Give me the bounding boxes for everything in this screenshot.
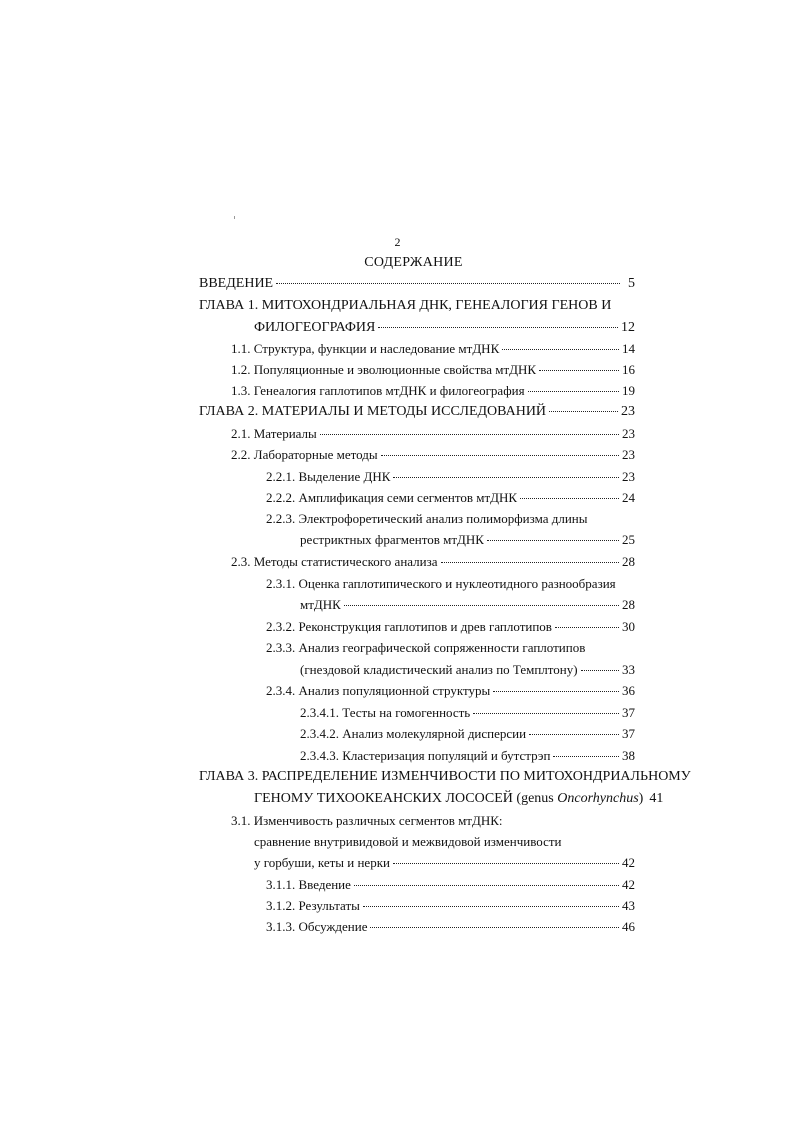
leader-dots [320, 433, 619, 435]
toc-entry-2-3-1[interactable] [300, 594, 635, 616]
toc-entry-text [254, 788, 643, 810]
toc-entry-page: 25 [622, 532, 635, 547]
page-number: 2 [394, 235, 401, 249]
toc-entry-2-3-4[interactable] [266, 680, 635, 702]
toc-entry-page: 16 [622, 362, 635, 377]
toc-entry-intro[interactable] [199, 273, 635, 295]
toc-entry-text-end: ) [638, 791, 644, 806]
toc-entry-2-2[interactable] [231, 444, 635, 466]
toc-entry-page: 5 [628, 276, 635, 291]
leader-dots [363, 905, 619, 907]
leader-dots [520, 497, 619, 499]
leader-dots [528, 390, 619, 392]
toc-entry-text: 2.2.1. Выделение ДНК [266, 469, 391, 484]
leader-dots [393, 862, 619, 864]
toc-entry-3-1-line1[interactable]: 3.1. Изменчивость различных сегментов мтДНК: [231, 813, 503, 828]
toc-entry-text: рестриктных фрагментов мтДНК [300, 532, 484, 547]
toc-entry-page: 43 [622, 898, 635, 913]
toc-entry-2-1[interactable] [231, 423, 635, 445]
leader-dots [553, 755, 619, 757]
toc-title: СОДЕРЖАНИЕ [364, 255, 463, 270]
toc-entry-chapter3-line1[interactable]: ГЛАВА 3. РАСПРЕДЕЛЕНИЕ ИЗМЕНЧИВОСТИ ПО МИТОХОНДРИАЛЬНОМУ [199, 769, 691, 784]
toc-entry-text-main: ГЕНОМУ ТИХООКЕАНСКИХ ЛОСОСЕЙ (genus [254, 791, 558, 806]
toc-entry-page: 30 [622, 619, 635, 634]
toc-entry-3-1-line2[interactable]: сравнение внутривидовой и межвидовой изменчивости [254, 834, 562, 849]
toc-entry-text: 2.3.4.1. Тесты на гомогенность [300, 705, 471, 720]
toc-entry-2-3-1-line1[interactable]: 2.3.1. Оценка гаплотипического и нуклеотидного разнообразия [266, 576, 616, 591]
toc-entry-text: 2.1. Материалы [231, 426, 317, 441]
toc-entry-page: 14 [622, 341, 635, 356]
toc-entry-page: 38 [622, 748, 635, 763]
toc-entry-text: 2.3.2. Реконструкция гаплотипов и древ гаплотипов [266, 619, 552, 634]
leader-dots [539, 369, 619, 371]
toc-entry-page: 24 [622, 490, 635, 505]
toc-entry-text: 2.2.2. Амплификация семи сегментов мтДНК [266, 490, 518, 505]
toc-entry-chapter3[interactable] [254, 788, 664, 810]
toc-entry-chapter1[interactable] [254, 317, 635, 339]
toc-entry-page: 23 [621, 404, 635, 419]
leader-dots [344, 604, 619, 606]
toc-entry-3-1-3[interactable] [266, 916, 635, 938]
toc-entry-page: 28 [622, 554, 635, 569]
toc-entry-2-2-2[interactable] [266, 487, 635, 509]
toc-entry-page: 23 [622, 469, 635, 484]
toc-entry-page: 33 [622, 662, 635, 677]
leader-dots [370, 926, 619, 928]
toc-entry-2-3-4-1[interactable] [300, 702, 635, 724]
toc-entry-text: 3.1.3. Обсуждение [266, 919, 368, 934]
toc-entry-page: 42 [622, 877, 635, 892]
toc-entry-page: 41 [649, 791, 664, 806]
toc-entry-2-2-1[interactable] [266, 466, 635, 488]
toc-entry-2-3[interactable] [231, 551, 635, 573]
toc-entry-text: 1.3. Генеалогия гаплотипов мтДНК и филогеография [231, 383, 525, 398]
leader-dots [381, 454, 619, 456]
toc-entry-page: 12 [621, 320, 635, 335]
toc-entry-chapter1-line1[interactable]: ГЛАВА 1. МИТОХОНДРИАЛЬНАЯ ДНК, ГЕНЕАЛОГИЯ ГЕНОВ И [199, 298, 612, 313]
toc-entry-text: 3.1.2. Результаты [266, 898, 360, 913]
leader-dots [555, 626, 619, 628]
toc-entry-2-2-3-line1[interactable]: 2.2.3. Электрофоретический анализ полиморфизма длины [266, 511, 588, 526]
toc-entry-1-3[interactable] [231, 380, 635, 402]
toc-entry-text: 3.1.1. Введение [266, 877, 351, 892]
toc-entry-chapter2[interactable] [199, 401, 635, 423]
scan-speck [234, 216, 235, 219]
toc-entry-2-2-3[interactable] [300, 529, 635, 551]
toc-entry-page: 36 [622, 683, 635, 698]
leader-dots [276, 282, 620, 284]
leader-dots [393, 476, 619, 478]
toc-entry-text: 2.2. Лабораторные методы [231, 447, 378, 462]
toc-entry-3-1-2[interactable] [266, 895, 635, 917]
toc-entry-text: ГЛАВА 2. МАТЕРИАЛЫ И МЕТОДЫ ИССЛЕДОВАНИЙ [199, 404, 547, 419]
toc-entry-text: 2.3.4. Анализ популяционной структуры [266, 683, 491, 698]
toc-entry-2-3-4-2[interactable] [300, 723, 635, 745]
leader-dots [441, 561, 619, 563]
toc-entry-1-2[interactable] [231, 359, 635, 381]
toc-entry-2-3-2[interactable] [266, 616, 635, 638]
toc-entry-text: ФИЛОГЕОГРАФИЯ [254, 320, 376, 335]
genus-italic: Oncorhynchus [557, 791, 639, 806]
toc-entry-3-1[interactable] [254, 852, 635, 874]
toc-entry-page: 28 [622, 597, 635, 612]
toc-entry-text: 2.3. Методы статистического анализа [231, 554, 438, 569]
toc-entry-page: 42 [622, 855, 635, 870]
toc-entry-page: 37 [622, 705, 635, 720]
toc-entry-page: 23 [622, 447, 635, 462]
toc-entry-text: 1.2. Популяционные и эволюционные свойства мтДНК [231, 362, 537, 377]
leader-dots [529, 733, 619, 735]
leader-dots [493, 690, 619, 692]
toc-entry-text: ВВЕДЕНИЕ [199, 276, 274, 291]
toc-entry-text: 1.1. Структура, функции и наследование мтДНК [231, 341, 500, 356]
toc-entry-page: 37 [622, 726, 635, 741]
leader-dots [473, 712, 619, 714]
toc-entry-1-1[interactable] [231, 338, 635, 360]
leader-dots [354, 884, 619, 886]
leader-dots [487, 539, 619, 541]
toc-entry-3-1-1[interactable] [266, 874, 635, 896]
leader-dots [502, 348, 619, 350]
leader-dots [549, 410, 618, 412]
leader-dots [581, 669, 619, 671]
toc-entry-2-3-3-line1[interactable]: 2.3.3. Анализ географической сопряженности гаплотипов [266, 640, 586, 655]
leader-dots [378, 326, 618, 328]
toc-entry-2-3-3[interactable] [300, 659, 635, 681]
toc-entry-text: мтДНК [300, 597, 341, 612]
toc-entry-page: 23 [622, 426, 635, 441]
toc-entry-2-3-4-3[interactable] [300, 745, 635, 767]
toc-entry-text: 2.3.4.3. Кластеризация популяций и бутстрэп [300, 748, 551, 763]
toc-entry-page: 19 [622, 383, 635, 398]
toc-entry-text: (гнездовой кладистический анализ по Темплтону) [300, 662, 578, 677]
toc-entry-text: 2.3.4.2. Анализ молекулярной дисперсии [300, 726, 527, 741]
toc-entry-page: 46 [622, 919, 635, 934]
toc-entry-text: у горбуши, кеты и нерки [254, 855, 390, 870]
